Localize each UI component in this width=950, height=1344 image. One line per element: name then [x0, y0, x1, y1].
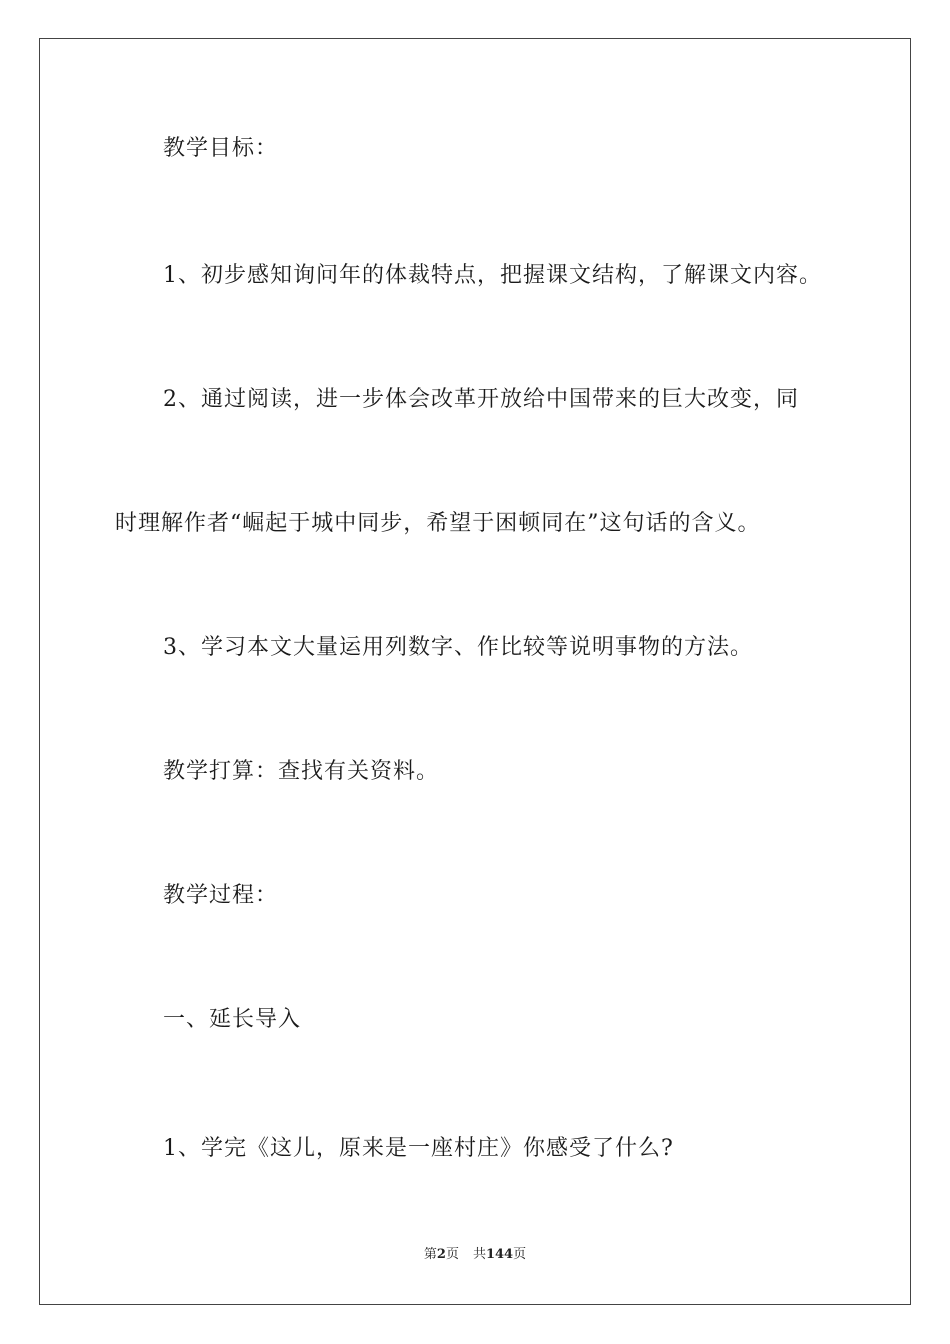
- goal-item-3: 3、学习本文大量运用列数字、作比较等说明事物的方法。: [163, 635, 753, 660]
- page-border: [39, 38, 911, 1305]
- footer-total-suffix: 页: [513, 1247, 527, 1262]
- heading-teaching-process: 教学过程：: [163, 883, 279, 908]
- teaching-preparation: 教学打算：查找有关资料。: [163, 759, 440, 784]
- heading-teaching-goals: 教学目标：: [163, 136, 279, 161]
- footer-total-prefix: 共: [472, 1247, 486, 1262]
- intro-question-1: 1、学完《这儿，原来是一座村庄》你感受了什么?: [163, 1136, 674, 1161]
- goal-item-2-line-2: 时理解作者“崛起于城中同步，希望于困顿同在”这句话的含义。: [115, 511, 761, 536]
- footer-page-prefix: 第: [423, 1247, 437, 1262]
- goal-item-1: 1、初步感知询问年的体裁特点，把握课文结构，了解课文内容。: [163, 263, 822, 288]
- goal-item-2-line-1: 2、通过阅读，进一步体会改革开放给中国带来的巨大改变，同: [163, 387, 799, 412]
- footer-page-number: 2: [436, 1247, 446, 1262]
- section-intro-heading: 一、延长导入: [163, 1007, 302, 1032]
- footer-page-suffix: 页: [445, 1247, 459, 1262]
- footer-total-pages: 144: [485, 1247, 514, 1262]
- page-footer: [0, 1246, 950, 1264]
